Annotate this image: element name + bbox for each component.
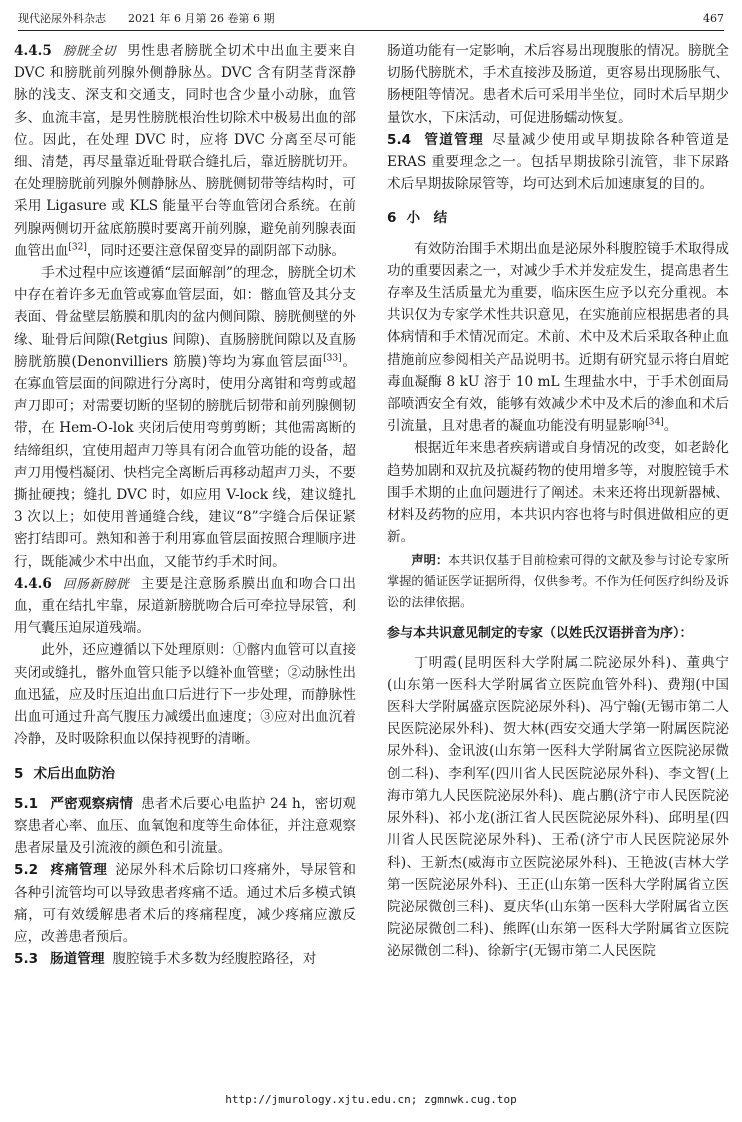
section-5-2 bbox=[14, 859, 356, 948]
citation-ref[interactable]: [33] bbox=[323, 353, 342, 364]
paragraph: 此外，还应遵循以下处理原则：①髂内血管可以直接夹闭或缝扎，髂外血管只能予以缝补血管壁；②动脉性出血迅猛，应及时压迫出血口后进行下一步处理，而静脉性出血可通过升高气腹压力减缓出血速度；③应对出血沉着冷静，及时吸除积血以保持视野的清晰。 bbox=[14, 642, 356, 748]
paragraph: 肠道功能有一定影响，术后容易出现腹胀的情况。膀胱全切肠代膀胱术，手术直接涉及肠道，更容易出现肠胀气、肠梗阻等情况。患者术后可采用半坐位，同时术后早期少量饮水，下床活动，可促进肠蠕动恢复。 bbox=[387, 43, 729, 126]
section-5-3 bbox=[14, 948, 356, 970]
section-number: 5 bbox=[14, 765, 24, 782]
paragraph-text: 男性患者膀胱全切术中出血主要来自 DVC 和膀胱前列腺外侧静脉丛。DVC 含有阴茎背深静脉的浅支、深支和交通支，同时也含少量小动脉，血管多、血流丰富，是男性膀胱根治性切除术中极易出血的部位。因此，在处理 DVC 时，应将 DVC 分离至尽可能细、清楚，再尽量靠近耻骨联合缝扎后，靠近膀胱切开。在处理膀胱前列腺外侧静脉丛、膀胱侧韧带等结构时，可采用 Ligasure 或 KLS 能量平台等血管闭合系统。在前列腺两侧切开盆底筋膜时要离开前列腺，避免前列腺表面血管出血 bbox=[14, 43, 356, 259]
section-title: 肠道管理 bbox=[50, 951, 105, 968]
section-5-heading bbox=[14, 763, 356, 785]
journal-name: 现代泌尿外科杂志 bbox=[18, 12, 106, 25]
page-number: 467 bbox=[703, 11, 724, 25]
section-4-4-6 bbox=[14, 573, 356, 640]
running-header bbox=[18, 8, 724, 28]
left-column bbox=[14, 40, 356, 970]
paragraph: 根据近年来患者疾病谱或自身情况的改变，如老龄化趋势加剧和双抗及抗凝药物的使用增多等，对腹腔镜手术围手术期的止血问题进行了阐述。未来还将出现新器械、材料及药物的应用，本共识内容也将与时俱进做相应的更新。 bbox=[387, 440, 729, 546]
paragraph-text: 。在寡血管层面的间隙进行分离时，使用分离钳和弯剪或超声刀即可；对需要切断的坚韧的膀胱后韧带和前列腺侧韧带，在 Hem-O-lok 夹闭后使用弯剪剪断；其他需离断的结缔组织，宜使用超声刀等具有闭合血管功能的设备，超声刀用慢档凝闭、快档完全离断后再移动超声刀头，不要撕扯硬拽；缝扎 DVC 时，如应用 V-lock 线，建议缝扎 3 次以上；如使用普通缝合线，建议“8”字缝合后保证紧密打结即可。熟知和善于利用寡血管层面按照合理顺序进行，既能减少术中出血，又能节约手术时间。 bbox=[14, 353, 357, 570]
section-title: 小 结 bbox=[406, 210, 448, 227]
paragraph-text: 泌尿外科术后除切口疼痛外，导尿管和各种引流管均可以导致患者疼痛不适。通过术后多模式镇痛，可有效缓解患者术后的疼痛程度，减少疼痛应激反应，改善患者预后。 bbox=[14, 862, 357, 945]
paragraph-text: 腹腔镜手术多数为经腹腔路径，对 bbox=[112, 951, 317, 968]
section-title: 严密观察病情 bbox=[50, 795, 134, 812]
section-number: 4.4.5 bbox=[14, 43, 52, 59]
section-title: 管道管理 bbox=[423, 131, 484, 148]
section-4-4-5 bbox=[14, 40, 356, 262]
paragraph-text: 。 bbox=[663, 418, 678, 435]
paragraph-text: 患者术后要心电监护 24 h，密切观察患者心率、血压、血氧饱和度等生命体征，并注意观察患者尿量及引流液的颜色和引流量。 bbox=[14, 795, 357, 857]
section-title: 术后出血防治 bbox=[33, 765, 116, 782]
section-number: 5.2 bbox=[14, 862, 39, 879]
header-rule bbox=[18, 30, 724, 31]
section-5-1 bbox=[14, 793, 356, 860]
paragraph-text: ，同时还要注意保留变异的副阴部下动脉。 bbox=[86, 242, 346, 259]
citation-ref[interactable]: [32] bbox=[68, 242, 87, 253]
paragraph-text: 手术过程中应该遵循“层面解剖”的理念，膀胱全切术中存在着许多无血管或寡血管层面，如：髂血管及其分支表面、骨盆壁层筋膜和肌肉的盆内侧间隙、膀胱侧壁的外缘、耻骨后间隙(Retgius 间隙)、直肠膀胱间隙以及直肠膀胱筋膜(Denonvilliers 筋膜)等均为寡血管层面 bbox=[14, 265, 356, 370]
section-6-heading bbox=[387, 207, 729, 229]
section-number: 4.4.6 bbox=[14, 575, 52, 592]
declaration bbox=[387, 550, 729, 613]
right-column bbox=[387, 40, 729, 963]
section-number: 6 bbox=[387, 210, 397, 227]
paragraph bbox=[387, 238, 729, 438]
section-title: 膀胱全切 bbox=[62, 43, 116, 58]
section-5-4 bbox=[387, 129, 729, 196]
paragraph-text: 尽量减少使用或早期拔除各种管道是 ERAS 重要理念之一。包括早期拔除引流管，非下尿路术后早期拔除尿管等，均可达到术后加速康复的目的。 bbox=[387, 131, 730, 193]
declaration-text: 本共识仅基于目前检索可得的文献及参与讨论专家所掌握的循证医学证据所得，仅供参考。不作为任何医疗纠纷及诉讼的法律依据。 bbox=[387, 553, 730, 610]
section-title: 回肠新膀胱 bbox=[62, 575, 130, 591]
declaration-label: 声明： bbox=[411, 553, 449, 568]
experts-heading: 参与本共识意见制定的专家（以姓氏汉语拼音为序）： bbox=[387, 626, 693, 642]
section-number: 5.3 bbox=[14, 951, 39, 968]
citation-ref[interactable]: [34] bbox=[645, 417, 664, 428]
issue-info: 2021 年 6 月第 26 卷第 6 期 bbox=[128, 12, 275, 25]
experts-list: 丁明霞(昆明医科大学附属二院泌尿外科)、董典宁(山东第一医科大学附属省立医院血管外科)、费翔(中国医科大学附属盛京医院泌尿外科)、冯宁翰(无锡市第二人民医院泌尿外科)、贺大林(西安交通大学第一附属医院泌尿外科)、金讯波(山东第一医科大学附属省立医院泌尿微创二科)、李利军(四川省人民医院泌尿外科)、李文智(上海市第九人民医院泌尿外科)、鹿占鹏(济宁市人民医院泌尿外科)、祁小龙(浙江省人民医院泌尿外科)、邱明星(四川省人民医院泌尿外科)、王希(济宁市人民医院泌尿外科)、王新杰(威海市立医院泌尿外科)、王艳波(吉林大学第一医院泌尿外科)、王正(山东第一医科大学附属省立医院泌尿微创三科)、夏庆华(山东第一医科大学附属省立医院泌尿微创二科)、熊晖(山东第一医科大学附属省立医院泌尿微创二科)、徐新宇(无锡市第二人民医院 bbox=[387, 654, 729, 960]
section-number: 5.4 bbox=[387, 131, 412, 148]
section-title: 疼痛管理 bbox=[50, 862, 108, 879]
footer-url[interactable]: http://jmurology.xjtu.edu.cn; zgmnwk.cug.top bbox=[225, 1093, 517, 1106]
paragraph-text: 有效防治围手术期出血是泌尿外科腹腔镜手术取得成功的重要因素之一，对减少手术并发症发生，提高患者生存率及生活质量尤为重要，临床医生应予以充分重视。本共识仅为专家学术性共识意见，在实施前应根据患者的具体病情和手术情况而定。术前、术中及术后采取各种止血措施前应参阅相关产品说明书。近期有研究显示将白眉蛇毒血凝酶 8 kU 溶于 10 mL 生理盐水中，于手术创面局部喷洒安全有效，能够有效减少术中及术后的渗血和术后引流量，且对患者的凝血功能没有明显影响 bbox=[387, 240, 729, 435]
paragraph-text: 主要是注意肠系膜出血和吻合口出血，重在结扎牢靠，尿道新膀胱吻合后可牵拉导尿管，利用气囊压迫尿道残端。 bbox=[14, 575, 356, 637]
section-number: 5.1 bbox=[14, 795, 39, 812]
paragraph bbox=[14, 262, 356, 573]
